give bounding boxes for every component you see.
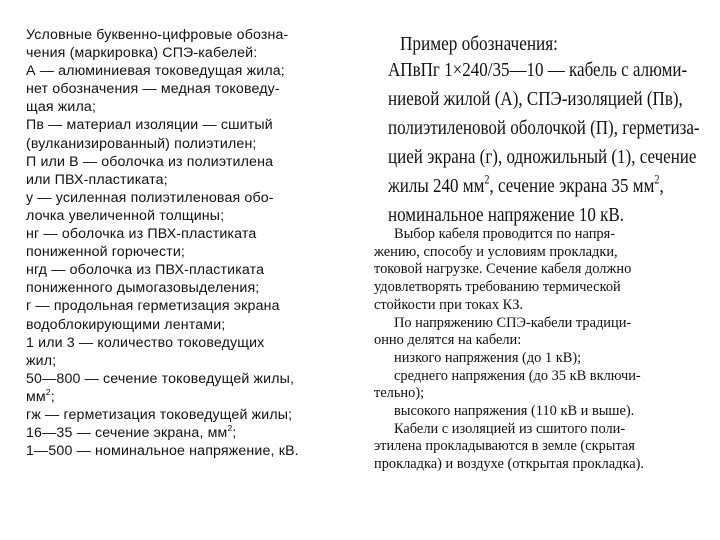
example-designation (388, 56, 700, 230)
body-line-7: онно делятся на кабели: (374, 332, 522, 349)
body-line-9: среднего напряжения (до 35 кВ включи- (394, 367, 641, 384)
legend-item-gzh: гж — герметизация токоведущей жилы; (26, 406, 293, 423)
body-line-10: тельно); (374, 385, 425, 402)
body-line-13: этилена прокладываются в земле (скрытая (374, 438, 635, 455)
legend-item-section-1: 50—800 — сечение токоведущей жилы, (26, 370, 295, 387)
unit-exponent: 2 (227, 423, 233, 434)
legend-item-cores-2: жил; (26, 352, 57, 369)
body-line-14: прокладка) и воздухе (открытая прокладка). (374, 456, 645, 473)
cable-marking-legend (26, 26, 350, 460)
legend-item-ng-1: нг — оболочка из ПВХ-пластиката (26, 226, 257, 243)
punctuation: ; (232, 425, 237, 442)
legend-item-screen-section (26, 424, 350, 442)
body-line-8: низкого напряжения (до 1 кВ); (394, 349, 582, 366)
body-line-1: Выбор кабеля проводится по напря- (394, 226, 616, 242)
example-heading: Пример обозначения: (400, 33, 558, 55)
unit-exponent: 2 (45, 386, 51, 397)
example-line-2: ниевой жилой (А), СПЭ-изоляцией (Пв), (388, 88, 683, 110)
legend-item-section-2 (26, 388, 350, 406)
body-line-12: Кабели с изоляцией из сшитого поли- (394, 420, 626, 437)
example-line-6: номинальное напряжение 10 кВ. (388, 204, 624, 226)
body-line-5: стойкости при токах КЗ. (374, 296, 524, 313)
legend-item-p-v-1: П или В — оболочка из полиэтилена (26, 153, 274, 170)
unit-exponent: 2 (654, 172, 660, 187)
body-line-3: токовой нагрузке. Сечение кабеля должно (374, 261, 632, 278)
legend-item-a: А — алюминиевая токоведущая жила; (26, 63, 285, 80)
legend-item-pv-2: (вулканизированный) полиэтилен; (26, 135, 257, 152)
legend-item-ng-2: пониженной горючести; (26, 244, 186, 261)
legend-item-copper-1: нет обозначения — медная токоведу- (26, 81, 280, 98)
body-line-2: жению, способу и условиям прокладки, (374, 243, 618, 260)
legend-intro-line-1: Условные буквенно-цифровые обозна- (26, 27, 289, 43)
punctuation: ; (50, 388, 55, 405)
core-section-text: жилы 240 мм (388, 175, 485, 197)
example-line-1: АПвПг 1×240/35—10 — кабель с алюми- (388, 59, 688, 81)
screen-section-text: 16—35 — сечение экрана, мм (26, 425, 228, 442)
legend-item-g-1: г — продольная герметизация экрана (26, 298, 280, 315)
legend-item-cores-1: 1 или 3 — количество токоведущих (26, 334, 265, 351)
example-line-4: цией экрана (г), одножильный (1), сечение (388, 146, 697, 168)
legend-item-u-2: лочка увеличенной толщины; (26, 207, 225, 224)
legend-item-u-1: у — усиленная полиэтиленовая обо- (26, 189, 274, 206)
example-line-3: полиэтиленовой оболочкой (П), герметиза- (388, 117, 700, 139)
body-line-11: высокого напряжения (110 кВ и выше). (394, 403, 635, 420)
screen-section-text: , сечение экрана 35 мм (489, 175, 655, 197)
legend-intro-line-2: чения (маркировка) СПЭ-кабелей: (26, 45, 258, 62)
legend-item-pv-1: Пв — материал изоляции — сшитый (26, 117, 273, 134)
unit-exponent: 2 (484, 172, 490, 187)
example-line-5 (388, 172, 687, 201)
cable-selection-text (374, 226, 692, 474)
legend-item-g-2: водоблокирующими лентами; (26, 316, 226, 333)
legend-item-ngd-1: нгд — оболочка из ПВХ-пластиката (26, 262, 265, 279)
legend-item-voltage: 1—500 — номинальное напряжение, кВ. (26, 443, 299, 460)
legend-item-copper-2: щая жила; (26, 99, 97, 116)
legend-item-ngd-2: пониженного дымогазовыделения; (26, 280, 260, 297)
legend-item-p-v-2: или ПВХ-пластиката; (26, 171, 168, 188)
punctuation: , (659, 175, 664, 197)
unit-mm: мм (26, 388, 46, 405)
body-line-4: удовлетворять требованию термической (374, 279, 621, 296)
body-line-6: По напряжению СПЭ-кабели традици- (394, 314, 632, 331)
